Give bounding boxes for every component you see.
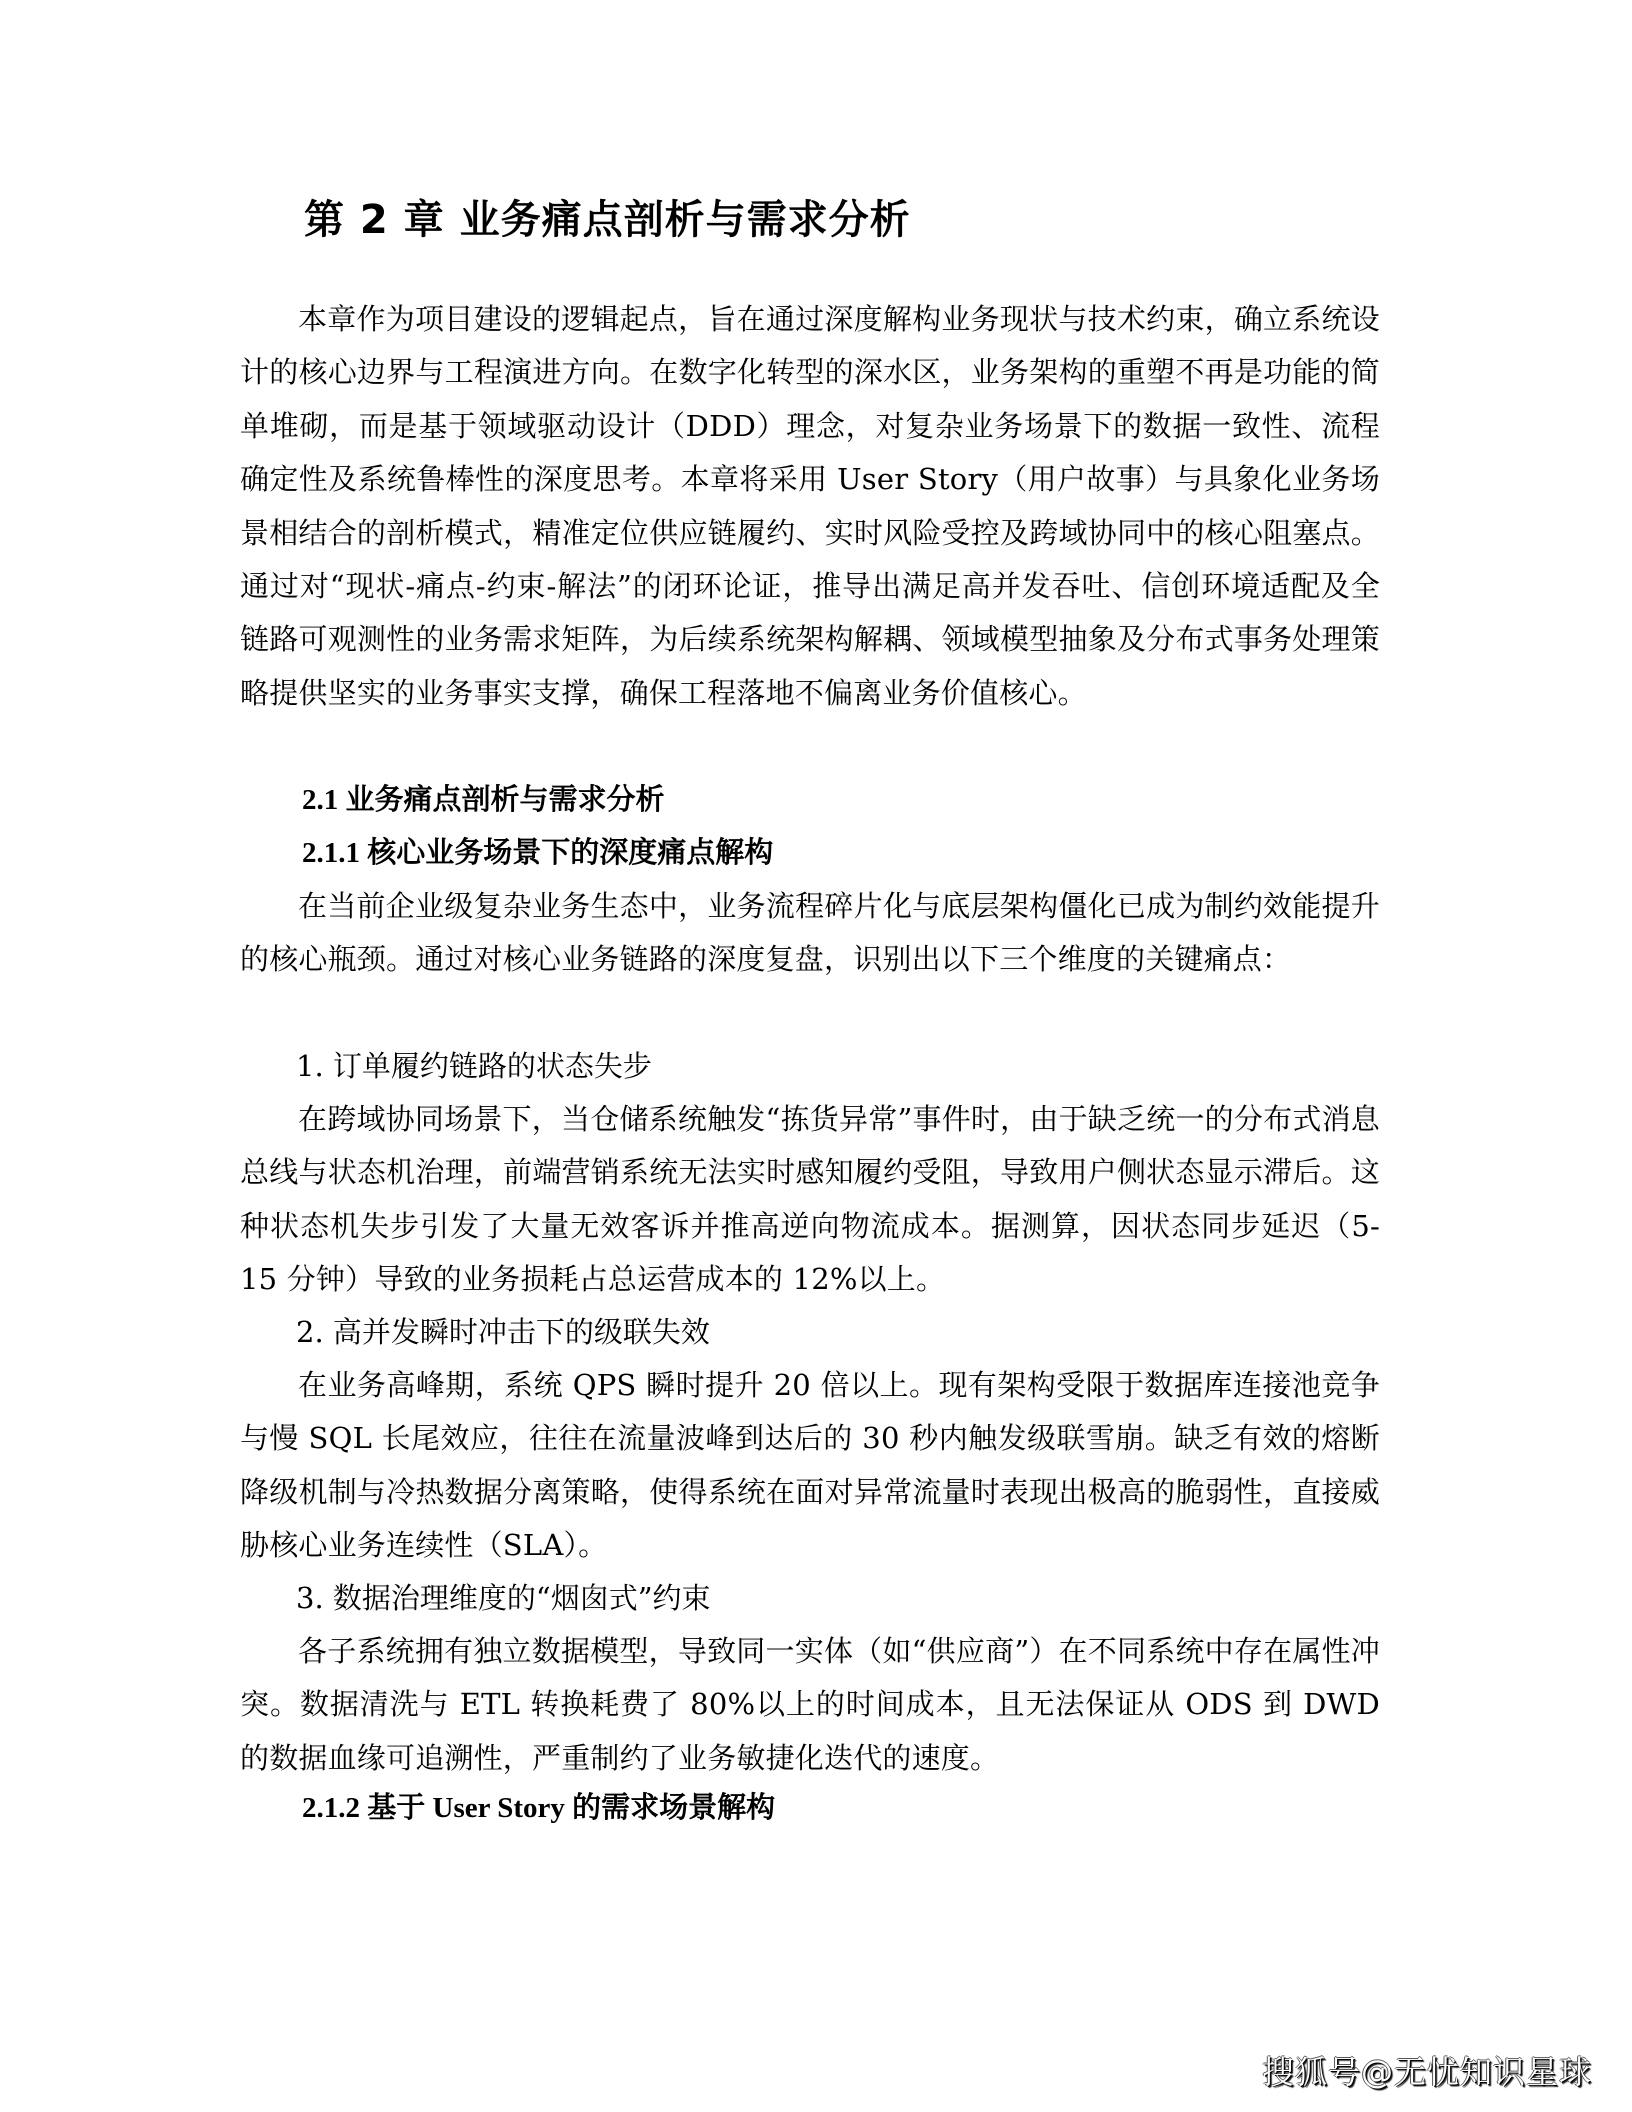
pain-point-title-2: 2. 高并发瞬时冲击下的级联失效 [296,1315,710,1349]
section-heading-2-1-1: 2.1.1 核心业务场景下的深度痛点解构 [302,837,774,869]
section-heading-2-1: 2.1 业务痛点剖析与需求分析 [302,784,665,816]
section-2-1-1-intro: 在当前企业级复杂业务生态中，业务流程碎片化与底层架构僵化已成为制约效能提升的核心瓶颈。通过对核心业务链路的深度复盘，识别出以下三个维度的关键痛点： [240,889,1380,977]
pain-point-body-3: 各子系统拥有独立数据模型，导致同一实体（如“供应商”）在不同系统中存在属性冲突。数据清洗与 ETL 转换耗费了 80%以上的时间成本，且无法保证从 ODS 到 DWD 的数据血缘可追溯性，严重制约了业务敏捷化迭代的速度。 [240,1634,1380,1775]
intro-paragraph: 本章作为项目建设的逻辑起点，旨在通过深度解构业务现状与技术约束，确立系统设计的核心边界与工程演进方向。在数字化转型的深水区，业务架构的重塑不再是功能的简单堆砌，而是基于领域驱动设计（DDD）理念，对复杂业务场景下的数据一致性、流程确定性及系统鲁棒性的深度思考。本章将采用 User Story（用户故事）与具象化业务场景相结合的剖析模式，精准定位供应链履约、实时风险受控及跨域协同中的核心阻塞点。通过对“现状-痛点-约束-解法”的闭环论证，推导出满足高并发吞吐、信创环境适配及全链路可观测性的业务需求矩阵，为后续系统架构解耦、领域模型抽象及分布式事务处理策略提供坚实的业务事实支撑，确保工程落地不偏离业务价值核心。 [240,302,1380,710]
pain-point-title-1: 1. 订单履约链路的状态失步 [296,1049,652,1083]
chapter-title: 第 2 章 业务痛点剖析与需求分析 [304,197,911,243]
pain-point-title-3: 3. 数据治理维度的“烟囱式”约束 [296,1581,711,1615]
watermark: 搜狐号@无忧知识星球 [1262,2053,1593,2091]
section-heading-2-1-2: 2.1.2 基于 User Story 的需求场景解构 [302,1792,776,1824]
pain-point-body-2: 在业务高峰期，系统 QPS 瞬时提升 20 倍以上。现有架构受限于数据库连接池竞争与慢 SQL 长尾效应，往往在流量波峰到达后的 30 秒内触发级联雪崩。缺乏有效的熔断降级机制与冷热数据分离策略，使得系统在面对异常流量时表现出极高的脆弱性，直接威胁核心业务连续性（SLA）。 [240,1368,1380,1563]
pain-point-body-1: 在跨域协同场景下，当仓储系统触发“拣货异常”事件时，由于缺乏统一的分布式消息总线与状态机治理，前端营销系统无法实时感知履约受阻，导致用户侧状态显示滞后。这种状态机失步引发了大量无效客诉并推高逆向物流成本。据测算，因状态同步延迟（5-15 分钟）导致的业务损耗占总运营成本的 12%以上。 [240,1102,1380,1297]
